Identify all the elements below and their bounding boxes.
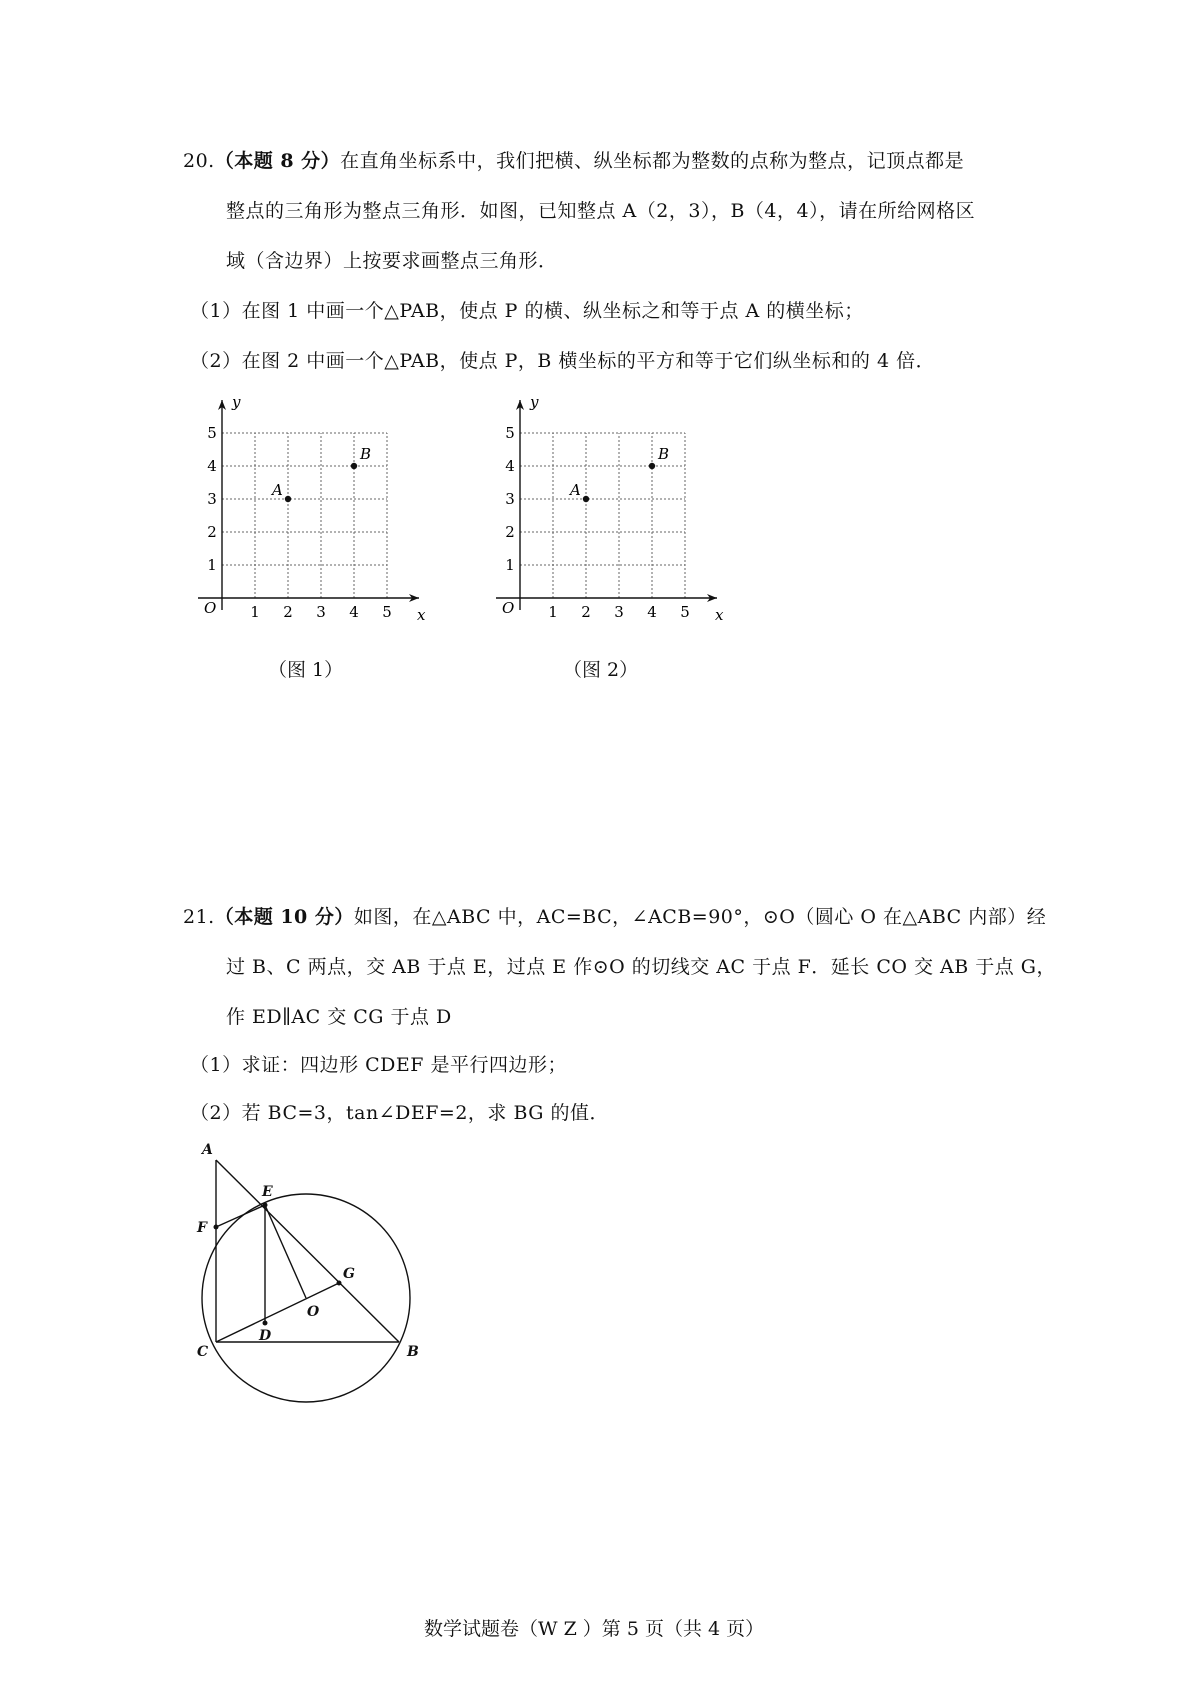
q21-line1 [183,902,1046,929]
q20-number: 20. [183,150,215,172]
segment-eo [265,1205,306,1298]
q21-points: （本题 10 分） [214,906,354,928]
y-tick-label: 1 [207,556,217,574]
label-d: D [259,1328,272,1344]
q20-points: （本题 8 分） [214,150,341,172]
x-tick-label: 1 [250,603,260,621]
y-tick-label: 3 [505,490,515,508]
label-e: E [262,1184,273,1200]
label-a: A [272,481,283,499]
grid-figure-2 [478,390,724,630]
q21-text-1: 如图，在△ABC 中，AC=BC，∠ACB=90°，⊙O（圆心 O 在△ABC 内部）经 [353,906,1047,928]
grid-figure-1 [180,390,426,630]
q20-line2: 整点的三角形为整点三角形．如图，已知整点 A（2，3），B（4，4），请在所给网格区 [226,200,976,222]
x-tick-label: 1 [548,603,558,621]
origin-label: O [502,599,515,617]
x-tick-label: 5 [680,603,690,621]
y-tick-label: 2 [505,523,515,541]
q21-line2: 过 B、C 两点，交 AB 于点 E，过点 E 作⊙O 的切线交 AC 于点 F．延长 CO 交 AB 于点 G， [226,956,1056,978]
y-tick-label: 3 [207,490,217,508]
q20-sub1: （1）在图 1 中画一个△PAB，使点 P 的横、纵坐标之和等于点 A 的横坐标； [190,300,864,322]
y-tick-label: 4 [505,457,515,475]
point-d [263,1321,268,1326]
point-a [285,496,291,502]
y-tick-label: 1 [505,556,515,574]
point-f [214,1225,219,1230]
label-a: A [202,1142,213,1158]
q20-sub2: （2）在图 2 中画一个△PAB，使点 P，B 横坐标的平方和等于它们纵坐标和的 4 倍． [190,350,936,372]
x-tick-label: 3 [614,603,624,621]
y-tick-label: 2 [207,523,217,541]
x-tick-label: 5 [382,603,392,621]
q21-line3: 作 ED∥AC 交 CG 于点 D [226,1006,452,1028]
label-c: C [197,1344,209,1360]
y-tick-label: 5 [505,424,515,442]
point-b [351,463,357,469]
y-axis-label: y [232,393,241,411]
x-axis-label: x [715,606,724,624]
x-tick-label: 4 [349,603,359,621]
figure-2-caption: （图 2） [563,659,639,681]
segment-fe [216,1205,265,1227]
q20-line1 [183,146,964,173]
point-a [583,496,589,502]
point-g [337,1281,342,1286]
q21-sub2: （2）若 BC=3，tan∠DEF=2，求 BG 的值． [190,1102,609,1124]
label-g: G [343,1266,355,1282]
q20-line3: 域（含边界）上按要求画整点三角形． [226,250,558,272]
label-b: B [360,445,372,463]
y-tick-label: 5 [207,424,217,442]
figure-1-caption: （图 1） [268,659,344,681]
q21-number: 21. [183,906,215,928]
point-e [263,1203,268,1208]
point-b [649,463,655,469]
q20-text-1: 在直角坐标系中，我们把横、纵坐标都为整数的点称为整点，记顶点都是 [340,150,965,172]
q21-sub1: （1）求证：四边形 CDEF 是平行四边形； [190,1054,567,1076]
x-tick-label: 4 [647,603,657,621]
label-a: A [570,481,581,499]
x-axis-label: x [417,606,426,624]
page-footer: 数学试题卷（W Z ）第 5 页（共 4 页） [424,1618,765,1640]
label-o: O [307,1304,320,1320]
origin-label: O [204,599,217,617]
x-tick-label: 2 [283,603,293,621]
label-b: B [658,445,670,463]
segment-cg [216,1283,339,1342]
x-tick-label: 3 [316,603,326,621]
y-tick-label: 4 [207,457,217,475]
label-b: B [407,1344,419,1360]
geometry-figure [185,1130,445,1400]
label-f: F [197,1220,207,1236]
x-tick-label: 2 [581,603,591,621]
y-axis-label: y [530,393,539,411]
